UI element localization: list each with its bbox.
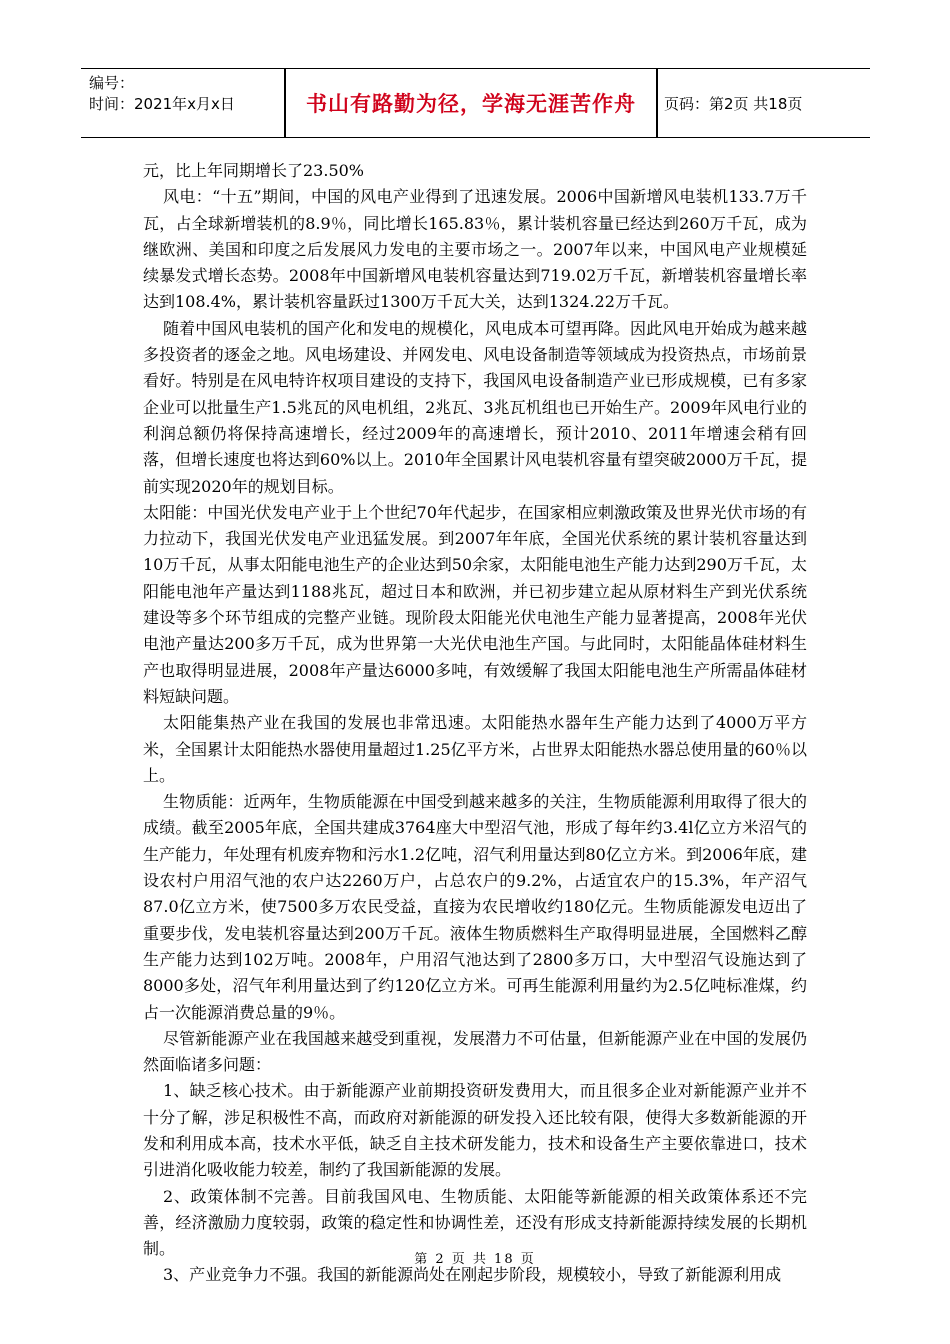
paragraph-biomass: 生物质能：近两年，生物质能源在中国受到越来越多的关注，生物质能源利用取得了很大的成绩。截至2005年底，全国共建成3764座大中型沼气池，形成了每年约3.4l亿立方米沼气的生产能力，年处理有机废弃物和污水1.2亿吨，沼气利用量达到80亿立方米。到2006年底，建设农村户用沼气池的农户达2260万户，占总农户的9.2%，占适宜农户的15.3%，年产沼气87.0亿立方米，使7500多万农民受益，直接为农民增收约180亿元。生物质能源发电迈出了重要步伐，发电装机容量达到200万千瓦。液体生物质燃料生产取得明显进展，全国燃料乙醇生产能力达到102万吨。2008年，户用沼气池达到了2800多万口，大中型沼气设施达到了8000多处，沼气年利用量达到了约120亿立方米。可再生能源利用量约为2.5亿吨标准煤，约占一次能源消费总量的9％。 (143, 792, 807, 1022)
header-divider (656, 69, 658, 137)
body-text (143, 158, 807, 1289)
paragraph-wind-outlook: 随着中国风电装机的国产化和发电的规模化，风电成本可望再降。因此风电开始成为越来越多投资者的逐金之地。风电场建设、并网发电、风电设备制造等领域成为投资热点，市场前景看好。特别是在风电特许权项目建设的支持下，我国风电设备制造产业已形成规模，已有多家企业可以批量生产1.5兆瓦的风电机组，2兆瓦、3兆瓦机组也已开始生产。2009年风电行业的利润总额仍将保持高速增长，经过2009年的高速增长，预计2010、2011年增速会稍有回落，但增长速度也将达到60%以上。2010年全国累计风电装机容量有望突破2000万千瓦，提前实现2020年的规划目标。 (143, 318, 807, 496)
paragraph-problem-2: 2、政策体制不完善。目前我国风电、生物质能、太阳能等新能源的相关政策体系还不完善，经济激励力度较弱，政策的稳定性和协调性差，还没有形成支持新能源持续发展的长期机制。 (143, 1186, 807, 1259)
document-time-label: 时间：2021年x月x日 (89, 95, 235, 113)
paragraph-problem-1: 1、缺乏核心技术。由于新能源产业前期投资研发费用大，而且很多企业对新能源产业并不十分了解，涉足积极性不高，而政府对新能源的研发投入还比较有限，使得大多数新能源的开发和利用成本高，技术水平低，缺乏自主技术研发能力，技术和设备生产主要依靠进口，技术引进消化吸收能力较差，制约了我国新能源的发展。 (143, 1081, 807, 1180)
paragraph-problem-3: 3、产业竞争力不强。我国的新能源尚处在刚起步阶段，规模较小，导致了新能源利用成 (163, 1265, 782, 1285)
paragraph-problems-intro: 尽管新能源产业在我国越来越受到重视，发展潜力不可估量，但新能源产业在中国的发展仍然面临诸多问题： (143, 1028, 807, 1075)
paragraph-solar-pv: 太阳能：中国光伏发电产业于上个世纪70年代起步，在国家相应刺激政策及世界光伏市场的有力拉动下，我国光伏发电产业迅猛发展。到2007年年底，全国光伏系统的累计装机容量达到10万千瓦，从事太阳能电池生产的企业达到50余家，太阳能电池生产能力达到290万千瓦，太阳能电池年产量达到1188兆瓦，超过日本和欧洲，并已初步建立起从原材料生产到光伏系统建设等多个环节组成的完整产业链。现阶段太阳能光伏电池生产能力显著提高，2008年光伏电池产量达200多万千瓦，成为世界第一大光伏电池生产国。与此同时，太阳能晶体硅材料生产也取得明显进展，2008年产量达6000多吨，有效缓解了我国太阳能电池生产所需晶体硅材料短缺问题。 (143, 502, 807, 706)
paragraph-solar-thermal: 太阳能集热产业在我国的发展也非常迅速。太阳能热水器年生产能力达到了4000万平方米，全国累计太阳能热水器使用量超过1.25亿平方米，占世界太阳能热水器总使用量的60％以上。 (143, 713, 807, 785)
header-meta (89, 73, 284, 115)
header-motto: 书山有路勤为径，学海无涯苦作舟 (306, 92, 636, 116)
page-header (81, 68, 870, 138)
paragraph-wind-power: 风电：“十五”期间，中国的风电产业得到了迅速发展。2006中国新增风电装机133.7万千瓦，占全球新增装机的8.9％，同比增长165.83％，累计装机容量已经达到260万千瓦，成为继欧洲、美国和印度之后发展风力发电的主要市场之一。2007年以来，中国风电产业规模延续暴发式增长态势。2008年中国新增风电装机容量达到719.02万千瓦，新增装机容量增长率达到108.4%，累计装机容量跃过1300万千瓦大关，达到1324.22万千瓦。 (143, 187, 807, 312)
header-page-number: 页码：第2页 共18页 (664, 94, 803, 113)
document-number-label: 编号： (89, 74, 135, 92)
paragraph-continuation: 元，比上年同期增长了23.50% (143, 161, 365, 180)
page-footer: 第 2 页 共 18 页 (414, 1252, 536, 1267)
